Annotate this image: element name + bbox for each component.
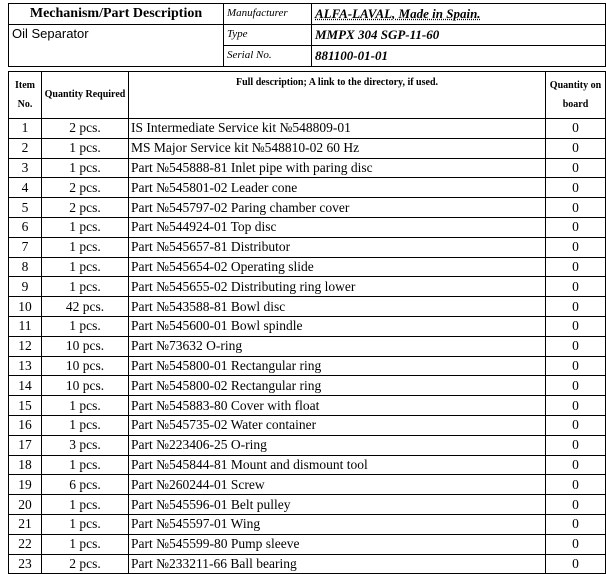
quantity-on-board-cell: 0 — [546, 217, 606, 237]
quantity-on-board-cell: 0 — [546, 495, 606, 515]
item-number-cell: 3 — [9, 158, 42, 178]
quantity-required-cell: 6 pcs. — [42, 475, 129, 495]
description-cell: MS Major Service kit №548810-02 60 Hz — [129, 138, 546, 158]
quantity-on-board-cell: 0 — [546, 316, 606, 336]
table-row — [9, 277, 606, 297]
description-cell: Part №545800-02 Rectangular ring — [129, 376, 546, 396]
quantity-on-board-cell: 0 — [546, 178, 606, 198]
item-number-cell: 18 — [9, 455, 42, 475]
quantity-required-cell: 10 pcs. — [42, 356, 129, 376]
quantity-on-board-cell: 0 — [546, 237, 606, 257]
serial-label: Serial No. — [224, 46, 312, 67]
item-number-cell: 20 — [9, 495, 42, 515]
quantity-required-cell: 3 pcs. — [42, 435, 129, 455]
table-row — [9, 316, 606, 336]
quantity-on-board-cell: 0 — [546, 336, 606, 356]
table-row — [9, 198, 606, 218]
description-cell: Part №545654-02 Operating slide — [129, 257, 546, 277]
table-row — [9, 514, 606, 534]
parts-sheet — [8, 3, 605, 574]
description-cell: Part №545888-81 Inlet pipe with paring disc — [129, 158, 546, 178]
item-number-cell: 12 — [9, 336, 42, 356]
description-cell: Part №545655-02 Distributing ring lower — [129, 277, 546, 297]
quantity-on-board-cell: 0 — [546, 376, 606, 396]
item-number-cell: 16 — [9, 415, 42, 435]
item-number-cell: 4 — [9, 178, 42, 198]
table-row — [9, 475, 606, 495]
description-cell: Part №233211-66 Ball bearing — [129, 554, 546, 574]
item-number-cell: 9 — [9, 277, 42, 297]
quantity-required-cell: 1 pcs. — [42, 316, 129, 336]
quantity-required-cell: 10 pcs. — [42, 376, 129, 396]
item-number-cell: 11 — [9, 316, 42, 336]
quantity-on-board-cell: 0 — [546, 257, 606, 277]
item-number-cell: 1 — [9, 119, 42, 139]
table-row — [9, 396, 606, 416]
section-title: Mechanism/Part Description — [9, 4, 224, 25]
quantity-required-cell: 1 pcs. — [42, 534, 129, 554]
description-cell: Part №545883-80 Cover with float — [129, 396, 546, 416]
quantity-on-board-cell: 0 — [546, 554, 606, 574]
item-number-cell: 10 — [9, 297, 42, 317]
table-row — [9, 554, 606, 574]
quantity-on-board-cell: 0 — [546, 455, 606, 475]
description-cell: IS Intermediate Service kit №548809-01 — [129, 119, 546, 139]
table-row — [9, 455, 606, 475]
quantity-on-board-cell: 0 — [546, 514, 606, 534]
quantity-on-board-cell: 0 — [546, 198, 606, 218]
type-label: Type — [224, 25, 312, 46]
quantity-required-cell: 1 pcs. — [42, 514, 129, 534]
quantity-on-board-cell: 0 — [546, 119, 606, 139]
description-cell: Part №223406-25 O-ring — [129, 435, 546, 455]
item-number-cell: 22 — [9, 534, 42, 554]
item-number-cell: 17 — [9, 435, 42, 455]
item-number-cell: 19 — [9, 475, 42, 495]
quantity-required-cell: 2 pcs. — [42, 554, 129, 574]
quantity-required-cell: 1 pcs. — [42, 396, 129, 416]
quantity-on-board-cell: 0 — [546, 138, 606, 158]
header-table — [8, 3, 606, 67]
description-cell: Part №260244-01 Screw — [129, 475, 546, 495]
quantity-on-board-cell: 0 — [546, 396, 606, 416]
table-row — [9, 138, 606, 158]
column-header-quantity-required: Quantity Required — [42, 72, 129, 119]
quantity-on-board-cell: 0 — [546, 435, 606, 455]
manufacturer-label: Manufacturer — [224, 4, 312, 25]
item-number-cell: 5 — [9, 198, 42, 218]
quantity-required-cell: 1 pcs. — [42, 138, 129, 158]
table-row — [9, 178, 606, 198]
parts-table — [8, 71, 606, 574]
description-cell: Part №545801-02 Leader cone — [129, 178, 546, 198]
description-cell: Part №73632 O-ring — [129, 336, 546, 356]
quantity-on-board-cell: 0 — [546, 277, 606, 297]
quantity-required-cell: 1 pcs. — [42, 277, 129, 297]
quantity-required-cell: 1 pcs. — [42, 257, 129, 277]
column-header-full-description: Full description; A link to the directory, if used. — [129, 72, 546, 119]
item-number-cell: 21 — [9, 514, 42, 534]
column-header-item-no: Item No. — [9, 72, 42, 119]
type-value: MMPX 304 SGP-11-60 — [312, 25, 606, 46]
parts-table-header — [9, 72, 606, 119]
quantity-required-cell: 1 pcs. — [42, 495, 129, 515]
table-row — [9, 297, 606, 317]
item-number-cell: 7 — [9, 237, 42, 257]
table-row — [9, 217, 606, 237]
description-cell: Part №545597-01 Wing — [129, 514, 546, 534]
description-cell: Part №545657-81 Distributor — [129, 237, 546, 257]
manufacturer-value — [312, 4, 606, 25]
description-cell: Part №545599-80 Pump sleeve — [129, 534, 546, 554]
mechanism-name: Oil Separator — [9, 25, 224, 67]
quantity-required-cell: 1 pcs. — [42, 237, 129, 257]
item-number-cell: 13 — [9, 356, 42, 376]
item-number-cell: 2 — [9, 138, 42, 158]
table-row — [9, 119, 606, 139]
table-row — [9, 336, 606, 356]
description-cell: Part №545800-01 Rectangular ring — [129, 356, 546, 376]
table-row — [9, 534, 606, 554]
item-number-cell: 14 — [9, 376, 42, 396]
description-cell: Part №545600-01 Bowl spindle — [129, 316, 546, 336]
quantity-required-cell: 1 pcs. — [42, 455, 129, 475]
item-number-cell: 8 — [9, 257, 42, 277]
description-cell: Part №543588-81 Bowl disc — [129, 297, 546, 317]
quantity-required-cell: 1 pcs. — [42, 415, 129, 435]
parts-table-body — [9, 119, 606, 574]
quantity-required-cell: 2 pcs. — [42, 198, 129, 218]
quantity-on-board-cell: 0 — [546, 534, 606, 554]
table-row — [9, 415, 606, 435]
table-row — [9, 376, 606, 396]
table-row — [9, 356, 606, 376]
quantity-on-board-cell: 0 — [546, 297, 606, 317]
description-cell: Part №545735-02 Water container — [129, 415, 546, 435]
manufacturer-value-text: ALFA-LAVAL, Made in Spain. — [315, 6, 481, 21]
quantity-on-board-cell: 0 — [546, 415, 606, 435]
description-cell: Part №545596-01 Belt pulley — [129, 495, 546, 515]
table-row — [9, 495, 606, 515]
description-cell: Part №545797-02 Paring chamber cover — [129, 198, 546, 218]
table-row — [9, 435, 606, 455]
column-header-quantity-on-board: Quantity on board — [546, 72, 606, 119]
table-row — [9, 237, 606, 257]
quantity-on-board-cell: 0 — [546, 475, 606, 495]
item-number-cell: 15 — [9, 396, 42, 416]
item-number-cell: 23 — [9, 554, 42, 574]
quantity-required-cell: 10 pcs. — [42, 336, 129, 356]
serial-value: 881100-01-01 — [312, 46, 606, 67]
quantity-required-cell: 1 pcs. — [42, 217, 129, 237]
quantity-required-cell: 1 pcs. — [42, 158, 129, 178]
quantity-on-board-cell: 0 — [546, 356, 606, 376]
table-row — [9, 158, 606, 178]
item-number-cell: 6 — [9, 217, 42, 237]
quantity-required-cell: 2 pcs. — [42, 119, 129, 139]
table-row — [9, 257, 606, 277]
description-cell: Part №544924-01 Top disc — [129, 217, 546, 237]
quantity-required-cell: 2 pcs. — [42, 178, 129, 198]
quantity-on-board-cell: 0 — [546, 158, 606, 178]
description-cell: Part №545844-81 Mount and dismount tool — [129, 455, 546, 475]
quantity-required-cell: 42 pcs. — [42, 297, 129, 317]
